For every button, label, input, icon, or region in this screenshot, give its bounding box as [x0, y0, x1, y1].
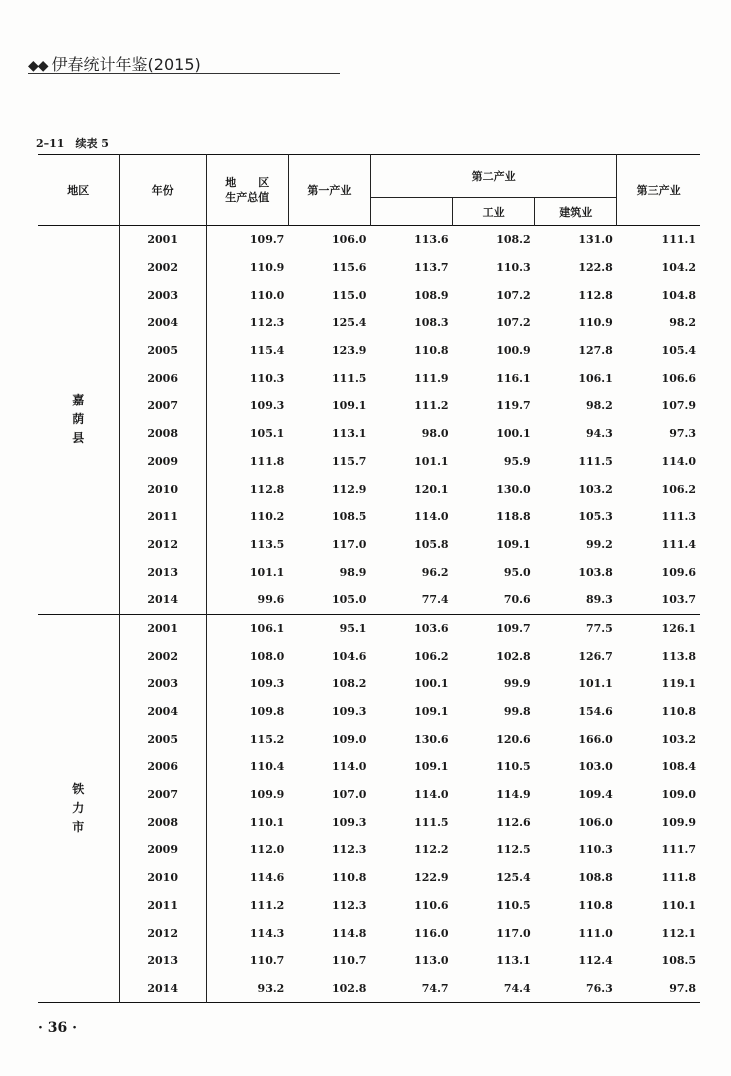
- secondary-cell: 116.0: [414, 926, 449, 940]
- gdp-cell: 114.3: [206, 919, 288, 947]
- gdp-cell: 109.9: [206, 781, 288, 809]
- industry-cell: 116.1: [496, 371, 531, 385]
- gdp-cell: 110.0: [206, 281, 288, 309]
- primary-cell: 117.0: [332, 537, 367, 551]
- industry-cell: 110.5: [496, 898, 531, 912]
- tertiary-cell: 106.6: [661, 371, 696, 385]
- construction-cell: 122.8: [578, 261, 613, 275]
- region-group: [38, 614, 700, 1003]
- construction-cell: 103.2: [578, 482, 613, 496]
- table-row: [38, 448, 700, 476]
- gdp-cell: 112.3: [206, 309, 288, 337]
- tertiary-cell: 104.2: [661, 261, 696, 275]
- secondary-cell: 114.0: [414, 510, 449, 524]
- construction-cell: 106.1: [578, 371, 613, 385]
- gdp-cell: 110.4: [206, 753, 288, 781]
- primary-cell: 114.8: [332, 926, 367, 940]
- year-cell: 2004: [119, 309, 206, 337]
- gdp-cell: 110.1: [206, 808, 288, 836]
- table-row: [38, 503, 700, 531]
- secondary-cell: 111.5: [414, 815, 449, 829]
- industry-cell: 107.2: [496, 316, 531, 330]
- table-row: [38, 808, 700, 836]
- tertiary-cell: 113.8: [661, 649, 696, 663]
- tertiary-cell: 107.9: [661, 399, 696, 413]
- year-cell: 2001: [119, 614, 206, 642]
- gdp-cell: 106.1: [206, 614, 288, 642]
- gdp-cell: 110.7: [206, 947, 288, 975]
- industry-cell: 112.5: [496, 843, 531, 857]
- primary-cell: 123.9: [332, 344, 367, 358]
- year-cell: 2001: [119, 226, 206, 254]
- table-row: [38, 475, 700, 503]
- region-group: [38, 226, 700, 615]
- construction-cell: 110.9: [578, 316, 613, 330]
- column-header-construction: 建筑业: [535, 198, 617, 226]
- construction-cell: 103.8: [578, 565, 613, 579]
- tertiary-cell: 98.2: [669, 316, 696, 330]
- secondary-cell: 120.1: [414, 482, 449, 496]
- primary-cell: 107.0: [332, 788, 367, 802]
- region-label: 嘉 荫 县: [72, 393, 85, 446]
- industry-cell: 99.9: [503, 677, 531, 691]
- year-cell: 2005: [119, 725, 206, 753]
- gdp-cell: 113.5: [206, 531, 288, 559]
- secondary-cell: 108.9: [414, 288, 449, 302]
- secondary-cell: 113.7: [414, 261, 449, 275]
- primary-cell: 110.8: [332, 871, 367, 885]
- year-cell: 2012: [119, 919, 206, 947]
- primary-cell: 102.8: [332, 981, 367, 995]
- year-cell: 2002: [119, 642, 206, 670]
- industry-cell: 100.9: [496, 344, 531, 358]
- construction-cell: 76.3: [585, 981, 613, 995]
- industry-cell: 100.1: [496, 427, 531, 441]
- year-cell: 2007: [119, 781, 206, 809]
- yearbook-title: 伊春统计年鉴(2015): [51, 55, 201, 74]
- tertiary-cell: 97.8: [669, 981, 696, 995]
- table-row: [38, 531, 700, 559]
- table-row: [38, 698, 700, 726]
- table-row: [38, 614, 700, 642]
- column-header-secondary: 第二产业: [370, 155, 616, 198]
- table-row: [38, 226, 700, 254]
- year-cell: 2014: [119, 975, 206, 1003]
- primary-cell: 125.4: [332, 316, 367, 330]
- construction-cell: 101.1: [578, 677, 613, 691]
- primary-cell: 108.5: [332, 510, 367, 524]
- column-header-tertiary: 第三产业: [617, 155, 700, 226]
- tertiary-cell: 110.8: [661, 705, 696, 719]
- year-cell: 2013: [119, 947, 206, 975]
- secondary-cell: 103.6: [414, 621, 449, 635]
- table-row: [38, 919, 700, 947]
- tertiary-cell: 104.8: [661, 288, 696, 302]
- table-row: [38, 947, 700, 975]
- construction-cell: 112.8: [578, 288, 613, 302]
- primary-cell: 113.1: [332, 427, 367, 441]
- secondary-cell: 77.4: [421, 593, 449, 607]
- gdp-cell: 115.4: [206, 337, 288, 365]
- construction-cell: 126.7: [578, 649, 613, 663]
- year-cell: 2008: [119, 420, 206, 448]
- table-row: [38, 725, 700, 753]
- year-cell: 2006: [119, 753, 206, 781]
- industry-cell: 114.9: [496, 788, 531, 802]
- tertiary-cell: 108.4: [661, 760, 696, 774]
- column-header-secondary-spacer: [370, 198, 452, 226]
- construction-cell: 89.3: [585, 593, 613, 607]
- table-header: [38, 155, 700, 226]
- secondary-cell: 111.9: [414, 371, 449, 385]
- construction-cell: 111.5: [578, 454, 613, 468]
- industry-cell: 102.8: [496, 649, 531, 663]
- table-row: [38, 753, 700, 781]
- secondary-cell: 110.6: [414, 898, 449, 912]
- year-cell: 2010: [119, 475, 206, 503]
- table-row: [38, 420, 700, 448]
- secondary-cell: 109.1: [414, 705, 449, 719]
- page-number: · 36 ·: [38, 1020, 77, 1036]
- gdp-cell: 105.1: [206, 420, 288, 448]
- tertiary-cell: 110.1: [661, 898, 696, 912]
- tertiary-cell: 111.1: [661, 233, 696, 247]
- statistics-table: [38, 154, 700, 1003]
- tertiary-cell: 111.7: [661, 843, 696, 857]
- year-cell: 2011: [119, 503, 206, 531]
- year-cell: 2004: [119, 698, 206, 726]
- secondary-cell: 112.2: [414, 843, 449, 857]
- year-cell: 2014: [119, 586, 206, 614]
- primary-cell: 112.3: [332, 898, 367, 912]
- construction-cell: 106.0: [578, 815, 613, 829]
- table-row: [38, 864, 700, 892]
- secondary-cell: 106.2: [414, 649, 449, 663]
- tertiary-cell: 111.4: [661, 537, 696, 551]
- year-cell: 2003: [119, 670, 206, 698]
- industry-cell: 99.8: [503, 705, 531, 719]
- gdp-cell: 110.9: [206, 254, 288, 282]
- primary-cell: 109.3: [332, 705, 367, 719]
- secondary-cell: 111.2: [414, 399, 449, 413]
- tertiary-cell: 108.5: [661, 954, 696, 968]
- gdp-cell: 108.0: [206, 642, 288, 670]
- gdp-cell: 111.8: [206, 448, 288, 476]
- table-row: [38, 586, 700, 614]
- gdp-cell: 109.3: [206, 670, 288, 698]
- year-cell: 2005: [119, 337, 206, 365]
- table-row: [38, 254, 700, 282]
- secondary-cell: 114.0: [414, 788, 449, 802]
- year-cell: 2007: [119, 392, 206, 420]
- gdp-cell: 114.6: [206, 864, 288, 892]
- gdp-cell: 110.2: [206, 503, 288, 531]
- construction-cell: 166.0: [578, 732, 613, 746]
- primary-cell: 115.0: [332, 288, 367, 302]
- tertiary-cell: 114.0: [661, 454, 696, 468]
- gdp-header-line2: 生产总值: [225, 191, 270, 204]
- secondary-cell: 113.0: [414, 954, 449, 968]
- column-header-industry: 工业: [453, 198, 535, 226]
- tertiary-cell: 112.1: [661, 926, 696, 940]
- column-header-region: 地区: [67, 184, 90, 197]
- primary-cell: 115.7: [332, 454, 367, 468]
- industry-cell: 110.5: [496, 760, 531, 774]
- secondary-cell: 98.0: [421, 427, 449, 441]
- primary-cell: 115.6: [332, 261, 367, 275]
- table-row: [38, 836, 700, 864]
- construction-cell: 111.0: [578, 926, 613, 940]
- industry-cell: 118.8: [496, 510, 531, 524]
- industry-cell: 95.0: [503, 565, 531, 579]
- gdp-header-line1: 地 区: [225, 176, 270, 189]
- primary-cell: 114.0: [332, 760, 367, 774]
- gdp-cell: 109.3: [206, 392, 288, 420]
- primary-cell: 108.2: [332, 677, 367, 691]
- running-header: [28, 52, 201, 75]
- gdp-cell: 110.3: [206, 364, 288, 392]
- industry-cell: 120.6: [496, 732, 531, 746]
- construction-cell: 127.8: [578, 344, 613, 358]
- industry-cell: 117.0: [496, 926, 531, 940]
- secondary-cell: 110.8: [414, 344, 449, 358]
- table-row: [38, 309, 700, 337]
- secondary-cell: 105.8: [414, 537, 449, 551]
- tertiary-cell: 103.7: [661, 593, 696, 607]
- tertiary-cell: 109.9: [661, 815, 696, 829]
- table-row: [38, 558, 700, 586]
- secondary-cell: 100.1: [414, 677, 449, 691]
- industry-cell: 119.7: [496, 399, 531, 413]
- construction-cell: 108.8: [578, 871, 613, 885]
- industry-cell: 113.1: [496, 954, 531, 968]
- diamond-bullet-icon: ◆◆: [28, 58, 48, 74]
- gdp-cell: 112.0: [206, 836, 288, 864]
- column-header-primary: 第一产业: [288, 155, 370, 226]
- gdp-cell: 93.2: [206, 975, 288, 1003]
- year-cell: 2013: [119, 558, 206, 586]
- secondary-cell: 101.1: [414, 454, 449, 468]
- gdp-cell: 109.8: [206, 698, 288, 726]
- year-cell: 2011: [119, 892, 206, 920]
- industry-cell: 109.7: [496, 621, 531, 635]
- industry-cell: 107.2: [496, 288, 531, 302]
- secondary-cell: 108.3: [414, 316, 449, 330]
- industry-cell: 108.2: [496, 233, 531, 247]
- table-row: [38, 392, 700, 420]
- industry-cell: 109.1: [496, 537, 531, 551]
- tertiary-cell: 109.6: [661, 565, 696, 579]
- tertiary-cell: 119.1: [661, 677, 696, 691]
- primary-cell: 109.1: [332, 399, 367, 413]
- year-cell: 2012: [119, 531, 206, 559]
- tertiary-cell: 111.8: [661, 871, 696, 885]
- secondary-cell: 130.6: [414, 732, 449, 746]
- industry-cell: 110.3: [496, 261, 531, 275]
- primary-cell: 109.0: [332, 732, 367, 746]
- tertiary-cell: 97.3: [669, 427, 696, 441]
- industry-cell: 74.4: [503, 981, 531, 995]
- table-row: [38, 281, 700, 309]
- primary-cell: 105.0: [332, 593, 367, 607]
- column-header-year: 年份: [119, 155, 206, 226]
- tertiary-cell: 126.1: [661, 621, 696, 635]
- construction-cell: 99.2: [585, 537, 613, 551]
- table-row: [38, 337, 700, 365]
- primary-cell: 98.9: [339, 565, 367, 579]
- tertiary-cell: 105.4: [661, 344, 696, 358]
- construction-cell: 110.8: [578, 898, 613, 912]
- primary-cell: 106.0: [332, 233, 367, 247]
- primary-cell: 104.6: [332, 649, 367, 663]
- secondary-cell: 109.1: [414, 760, 449, 774]
- primary-cell: 111.5: [332, 371, 367, 385]
- gdp-cell: 111.2: [206, 892, 288, 920]
- column-header-gdp: [206, 155, 288, 226]
- secondary-cell: 96.2: [421, 565, 449, 579]
- table-row: [38, 975, 700, 1003]
- table-row: [38, 670, 700, 698]
- gdp-cell: 112.8: [206, 475, 288, 503]
- gdp-cell: 101.1: [206, 558, 288, 586]
- primary-cell: 110.7: [332, 954, 367, 968]
- construction-cell: 103.0: [578, 760, 613, 774]
- region-label: 铁 力 市: [72, 781, 85, 834]
- primary-cell: 112.3: [332, 843, 367, 857]
- construction-cell: 109.4: [578, 788, 613, 802]
- secondary-cell: 113.6: [414, 233, 449, 247]
- gdp-cell: 109.7: [206, 226, 288, 254]
- construction-cell: 154.6: [578, 705, 613, 719]
- construction-cell: 77.5: [585, 621, 613, 635]
- industry-cell: 125.4: [496, 871, 531, 885]
- table-row: [38, 892, 700, 920]
- tertiary-cell: 103.2: [661, 732, 696, 746]
- construction-cell: 131.0: [578, 233, 613, 247]
- year-cell: 2010: [119, 864, 206, 892]
- industry-cell: 130.0: [496, 482, 531, 496]
- secondary-cell: 74.7: [421, 981, 449, 995]
- year-cell: 2003: [119, 281, 206, 309]
- primary-cell: 109.3: [332, 815, 367, 829]
- table-row: [38, 781, 700, 809]
- primary-cell: 112.9: [332, 482, 367, 496]
- year-cell: 2006: [119, 364, 206, 392]
- construction-cell: 98.2: [585, 399, 613, 413]
- table-caption: 2–11 续表 5: [36, 137, 109, 150]
- header-rule: [28, 73, 340, 74]
- industry-cell: 112.6: [496, 815, 531, 829]
- construction-cell: 110.3: [578, 843, 613, 857]
- industry-cell: 95.9: [503, 454, 531, 468]
- year-cell: 2009: [119, 836, 206, 864]
- industry-cell: 70.6: [503, 593, 531, 607]
- year-cell: 2008: [119, 808, 206, 836]
- tertiary-cell: 106.2: [661, 482, 696, 496]
- tertiary-cell: 111.3: [661, 510, 696, 524]
- year-cell: 2009: [119, 448, 206, 476]
- table-row: [38, 364, 700, 392]
- construction-cell: 105.3: [578, 510, 613, 524]
- gdp-cell: 115.2: [206, 725, 288, 753]
- secondary-cell: 122.9: [414, 871, 449, 885]
- table-row: [38, 642, 700, 670]
- year-cell: 2002: [119, 254, 206, 282]
- construction-cell: 112.4: [578, 954, 613, 968]
- primary-cell: 95.1: [339, 621, 367, 635]
- construction-cell: 94.3: [585, 427, 613, 441]
- tertiary-cell: 109.0: [661, 788, 696, 802]
- gdp-cell: 99.6: [206, 586, 288, 614]
